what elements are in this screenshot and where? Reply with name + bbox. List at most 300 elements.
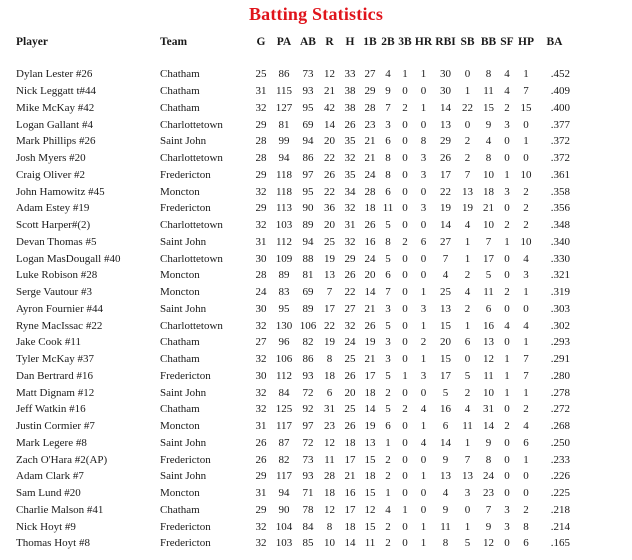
cell-3b: 1	[402, 68, 408, 81]
cell-bb: 11	[483, 85, 494, 98]
cell-sb: 4	[464, 403, 471, 416]
cell-player: Ryne MacIssac #22	[16, 319, 103, 332]
cell-bb: 7	[485, 235, 492, 248]
cell-sf: 0	[504, 336, 510, 349]
cell-pa: 94	[278, 487, 290, 500]
table-row	[0, 435, 572, 452]
cell-1b: 18	[364, 386, 376, 399]
cell-1b: 19	[364, 336, 376, 349]
cell-1b: 16	[364, 235, 376, 248]
cell-g: 28	[255, 269, 267, 282]
cell-1b: 26	[364, 319, 376, 332]
cell-team: Chatham	[160, 101, 200, 114]
cell-team: Chatham	[160, 85, 200, 98]
cell-g: 30	[255, 369, 267, 382]
cell-ba: .225	[550, 487, 570, 500]
cell-pa: 82	[278, 453, 290, 466]
cell-pa: 81	[278, 118, 290, 131]
cell-h: 32	[344, 319, 356, 332]
cell-h: 31	[344, 219, 356, 232]
cell-sb: 13	[462, 470, 473, 483]
cell-bb: 5	[485, 269, 492, 282]
cell-sf: 4	[504, 68, 510, 81]
cell-ab: 69	[302, 118, 314, 131]
cell-h: 20	[344, 386, 356, 399]
cell-bb: 16	[483, 319, 494, 332]
cell-sb: 11	[462, 420, 473, 433]
cell-g: 32	[255, 219, 267, 232]
cell-3b: 0	[402, 353, 408, 366]
cell-2b: 6	[385, 420, 391, 433]
cell-player: Logan MasDougall #40	[16, 252, 121, 265]
cell-pa: 112	[275, 235, 293, 248]
cell-hp: 10	[520, 168, 532, 181]
cell-hp: 0	[523, 302, 529, 315]
cell-bb: 4	[485, 135, 492, 148]
cell-pa: 127	[275, 101, 293, 114]
cell-rbi: 5	[442, 386, 449, 399]
cell-pa: 117	[275, 420, 293, 433]
cell-hp: 1	[523, 336, 529, 349]
cell-1b: 20	[364, 269, 376, 282]
table-row	[0, 401, 572, 418]
cell-ba: .272	[550, 403, 570, 416]
cell-3b: 0	[402, 168, 408, 181]
cell-g: 32	[255, 403, 267, 416]
cell-ba: .356	[550, 202, 570, 215]
cell-hp: 7	[523, 353, 529, 366]
cell-g: 32	[255, 353, 267, 366]
cell-r: 8	[326, 353, 333, 366]
table-row	[0, 183, 572, 200]
cell-team: Charlottetown	[160, 319, 223, 332]
header-row	[0, 33, 572, 51]
cell-2b: 2	[385, 537, 391, 550]
cell-ba: .372	[550, 135, 570, 148]
cell-player: Tyler McKay #37	[16, 353, 95, 366]
cell-pa: 95	[278, 302, 290, 315]
cell-rbi: 27	[440, 235, 451, 248]
cell-sb: 2	[464, 135, 471, 148]
cell-bb: 23	[483, 487, 494, 500]
cell-player: Scott Harper#(2)	[16, 219, 91, 232]
table-row	[0, 116, 572, 133]
cell-bb: 13	[483, 336, 494, 349]
cell-h: 26	[344, 369, 356, 382]
cell-bb: 18	[483, 185, 494, 198]
column-header-bb: BB	[480, 36, 497, 48]
cell-team: Moncton	[160, 420, 200, 433]
cell-sf: 0	[504, 152, 510, 165]
cell-sf: 0	[504, 470, 510, 483]
cell-sf: 0	[504, 135, 510, 148]
cell-player: Logan Gallant #4	[16, 118, 93, 131]
cell-3b: 0	[402, 269, 408, 282]
cell-hp: 2	[523, 185, 529, 198]
cell-g: 27	[255, 336, 267, 349]
cell-1b: 15	[364, 487, 376, 500]
cell-hr: 0	[420, 453, 427, 466]
cell-ab: 88	[302, 252, 314, 265]
cell-3b: 0	[402, 487, 408, 500]
cell-rbi: 13	[440, 302, 451, 315]
cell-1b: 21	[364, 135, 376, 148]
cell-ba: .302	[550, 319, 570, 332]
cell-h: 25	[344, 403, 356, 416]
cell-hr: 3	[420, 168, 427, 181]
cell-ab: 82	[302, 336, 314, 349]
cell-r: 17	[324, 302, 335, 315]
cell-bb: 8	[485, 152, 492, 165]
cell-team: Chatham	[160, 503, 200, 516]
cell-hp: 0	[523, 470, 529, 483]
cell-ab: 89	[302, 302, 314, 315]
cell-sf: 2	[504, 420, 510, 433]
cell-rbi: 17	[440, 369, 451, 382]
cell-r: 6	[326, 386, 333, 399]
cell-sf: 3	[504, 520, 510, 533]
cell-team: Charlottetown	[160, 252, 223, 265]
cell-1b: 21	[364, 152, 376, 165]
cell-ab: 85	[302, 537, 314, 550]
column-header-hp: HP	[518, 36, 534, 48]
table-row	[0, 351, 572, 368]
cell-rbi: 20	[440, 336, 451, 349]
cell-2b: 2	[385, 520, 391, 533]
table-row	[0, 250, 572, 267]
cell-r: 23	[324, 420, 335, 433]
cell-hp: 1	[523, 453, 529, 466]
cell-r: 18	[324, 369, 335, 382]
cell-3b: 0	[402, 252, 408, 265]
cell-player: Sam Lund #20	[16, 487, 81, 500]
cell-player: Josh Myers #20	[16, 152, 86, 165]
cell-hr: 8	[420, 135, 427, 148]
cell-h: 34	[344, 185, 356, 198]
cell-hr: 4	[420, 436, 427, 449]
cell-3b: 0	[402, 436, 408, 449]
cell-h: 27	[344, 302, 356, 315]
cell-team: Fredericton	[160, 369, 211, 382]
cell-2b: 2	[385, 470, 391, 483]
cell-r: 22	[324, 185, 335, 198]
cell-3b: 2	[402, 235, 408, 248]
cell-player: Adam Estey #19	[16, 202, 90, 215]
cell-hr: 1	[420, 286, 427, 299]
cell-ab: 86	[302, 353, 314, 366]
cell-player: Devan Thomas #5	[16, 235, 97, 248]
cell-ba: .278	[550, 386, 570, 399]
cell-player: John Hamowitz #45	[16, 185, 105, 198]
cell-h: 35	[344, 135, 356, 148]
cell-r: 26	[324, 168, 335, 181]
cell-sb: 4	[464, 219, 471, 232]
cell-hr: 1	[420, 520, 427, 533]
cell-hp: 0	[523, 487, 529, 500]
cell-ba: .361	[550, 168, 570, 181]
cell-1b: 15	[364, 453, 376, 466]
cell-pa: 99	[278, 135, 290, 148]
cell-team: Moncton	[160, 487, 200, 500]
cell-r: 14	[324, 118, 335, 131]
cell-team: Moncton	[160, 269, 200, 282]
cell-r: 36	[324, 202, 335, 215]
cell-1b: 15	[364, 520, 376, 533]
cell-hr: 1	[420, 353, 427, 366]
cell-3b: 0	[402, 118, 408, 131]
cell-sb: 3	[464, 487, 471, 500]
cell-hp: 1	[523, 68, 529, 81]
cell-bb: 8	[485, 453, 492, 466]
table-row	[0, 100, 572, 117]
cell-sf: 1	[504, 386, 510, 399]
cell-2b: 8	[385, 235, 391, 248]
cell-sf: 0	[504, 453, 510, 466]
cell-team: Fredericton	[160, 537, 211, 550]
cell-ba: .330	[550, 252, 570, 265]
cell-sb: 1	[464, 520, 471, 533]
cell-ab: 93	[302, 369, 314, 382]
cell-h: 17	[344, 503, 356, 516]
cell-ab: 94	[302, 235, 314, 248]
table-row	[0, 234, 572, 251]
cell-r: 31	[324, 403, 335, 416]
cell-sf: 1	[504, 369, 510, 382]
cell-g: 31	[255, 420, 267, 433]
cell-g: 29	[255, 470, 267, 483]
cell-sf: 3	[504, 503, 510, 516]
cell-hp: 15	[520, 101, 532, 114]
cell-bb: 24	[483, 470, 494, 483]
cell-player: Mark Phillips #26	[16, 135, 96, 148]
cell-hp: 6	[523, 436, 529, 449]
cell-3b: 0	[402, 319, 408, 332]
cell-hr: 1	[420, 470, 427, 483]
cell-player: Zach O'Hara #2(AP)	[16, 453, 108, 466]
cell-hr: 2	[420, 336, 427, 349]
cell-ab: 93	[302, 470, 314, 483]
cell-hr: 0	[420, 269, 427, 282]
cell-sb: 0	[464, 118, 471, 131]
cell-ba: .233	[550, 453, 570, 466]
cell-player: Nick Leggatt t#44	[16, 85, 97, 98]
batting-stats-table	[0, 33, 572, 552]
cell-team: Saint John	[160, 302, 207, 315]
cell-bb: 15	[483, 101, 494, 114]
cell-h: 18	[344, 520, 356, 533]
cell-sf: 2	[504, 286, 510, 299]
cell-1b: 28	[364, 185, 376, 198]
cell-ab: 73	[302, 68, 314, 81]
cell-ab: 71	[302, 487, 314, 500]
cell-player: Nick Hoyt #9	[16, 520, 76, 533]
cell-h: 26	[344, 118, 356, 131]
table-row	[0, 83, 572, 100]
cell-rbi: 30	[440, 68, 451, 81]
cell-1b: 18	[364, 470, 376, 483]
cell-sb: 2	[464, 269, 471, 282]
cell-sf: 2	[504, 101, 510, 114]
cell-ba: .218	[550, 503, 570, 516]
table-row	[0, 150, 572, 167]
column-header-r: R	[325, 36, 334, 48]
cell-pa: 117	[275, 470, 293, 483]
cell-g: 28	[255, 135, 267, 148]
cell-r: 19	[324, 252, 335, 265]
cell-r: 42	[324, 101, 335, 114]
cell-3b: 0	[402, 470, 408, 483]
cell-ab: 92	[302, 403, 314, 416]
cell-3b: 0	[402, 85, 408, 98]
cell-2b: 6	[385, 135, 391, 148]
cell-ab: 93	[302, 85, 314, 98]
cell-sf: 0	[504, 252, 510, 265]
cell-ba: .293	[550, 336, 570, 349]
cell-3b: 1	[402, 503, 408, 516]
cell-sb: 22	[462, 101, 473, 114]
cell-sf: 0	[504, 202, 510, 215]
cell-h: 21	[344, 470, 356, 483]
column-header-1b: 1B	[363, 36, 377, 48]
cell-team: Moncton	[160, 185, 200, 198]
cell-2b: 8	[385, 168, 391, 181]
cell-player: Adam Clark #7	[16, 470, 84, 483]
cell-ba: .250	[550, 436, 570, 449]
cell-hp: 0	[523, 118, 529, 131]
cell-bb: 10	[483, 168, 494, 181]
cell-sf: 0	[504, 436, 510, 449]
cell-bb: 9	[485, 436, 492, 449]
cell-h: 14	[344, 537, 356, 550]
cell-h: 16	[344, 487, 356, 500]
cell-r: 12	[324, 436, 335, 449]
cell-sb: 0	[464, 68, 471, 81]
cell-3b: 0	[402, 386, 408, 399]
column-header-pa: PA	[276, 36, 292, 48]
cell-h: 32	[344, 202, 356, 215]
cell-r: 8	[326, 520, 333, 533]
cell-team: Moncton	[160, 286, 200, 299]
table-row	[0, 267, 572, 284]
cell-r: 20	[324, 135, 335, 148]
cell-ba: .372	[550, 152, 570, 165]
cell-sb: 0	[464, 353, 471, 366]
cell-ab: 90	[302, 202, 314, 215]
cell-ab: 73	[302, 453, 314, 466]
table-row	[0, 334, 572, 351]
cell-3b: 0	[402, 202, 408, 215]
table-row	[0, 535, 572, 552]
cell-2b: 6	[385, 185, 391, 198]
cell-ba: .409	[550, 85, 570, 98]
cell-team: Fredericton	[160, 520, 211, 533]
table-row	[0, 384, 572, 401]
cell-g: 29	[255, 118, 267, 131]
cell-r: 20	[324, 219, 335, 232]
cell-r: 19	[324, 336, 335, 349]
cell-hp: 10	[520, 235, 532, 248]
cell-g: 25	[255, 68, 267, 81]
cell-pa: 109	[275, 252, 293, 265]
cell-g: 29	[255, 168, 267, 181]
cell-rbi: 30	[440, 85, 451, 98]
cell-g: 30	[255, 252, 267, 265]
cell-h: 26	[344, 269, 356, 282]
cell-bb: 6	[485, 302, 492, 315]
cell-ba: .377	[550, 118, 570, 131]
table-row	[0, 468, 572, 485]
cell-pa: 89	[278, 269, 290, 282]
cell-rbi: 26	[440, 152, 451, 165]
cell-player: Mike McKay #42	[16, 101, 95, 114]
cell-rbi: 8	[442, 537, 449, 550]
cell-player: Dan Bertrard #16	[16, 369, 93, 382]
cell-bb: 11	[483, 369, 494, 382]
cell-g: 26	[255, 436, 267, 449]
cell-2b: 5	[385, 403, 391, 416]
cell-ab: 97	[302, 420, 314, 433]
cell-hp: 7	[523, 85, 529, 98]
cell-pa: 115	[275, 85, 293, 98]
cell-sb: 6	[464, 336, 471, 349]
cell-sf: 1	[504, 168, 510, 181]
cell-sb: 2	[464, 302, 471, 315]
table-row	[0, 485, 572, 502]
cell-1b: 14	[364, 403, 376, 416]
cell-rbi: 13	[440, 118, 451, 131]
cell-ba: .340	[550, 235, 570, 248]
cell-bb: 8	[485, 68, 492, 81]
cell-g: 29	[255, 202, 267, 215]
cell-hp: 1	[523, 286, 529, 299]
cell-sf: 0	[504, 403, 510, 416]
cell-hp: 8	[523, 520, 529, 533]
cell-team: Saint John	[160, 470, 207, 483]
cell-rbi: 4	[442, 269, 449, 282]
cell-sb: 5	[464, 537, 471, 550]
cell-r: 12	[324, 68, 335, 81]
column-header-rbi: RBI	[435, 36, 456, 48]
cell-sb: 0	[464, 503, 471, 516]
cell-bb: 11	[483, 286, 494, 299]
cell-rbi: 14	[440, 219, 451, 232]
cell-1b: 11	[364, 537, 376, 550]
cell-bb: 9	[485, 118, 492, 131]
cell-team: Chatham	[160, 68, 200, 81]
table-row	[0, 502, 572, 519]
cell-h: 26	[344, 420, 356, 433]
cell-player: Serge Vautour #3	[16, 286, 92, 299]
cell-r: 11	[324, 453, 335, 466]
cell-1b: 27	[364, 68, 376, 81]
cell-2b: 3	[385, 302, 391, 315]
cell-sb: 1	[464, 319, 471, 332]
cell-team: Charlottetown	[160, 152, 223, 165]
table-row	[0, 368, 572, 385]
cell-sf: 0	[504, 302, 510, 315]
cell-hr: 1	[420, 68, 427, 81]
cell-rbi: 9	[442, 503, 449, 516]
cell-sf: 1	[504, 235, 510, 248]
cell-player: Justin Cormier #7	[16, 420, 95, 433]
cell-bb: 12	[483, 353, 494, 366]
cell-team: Chatham	[160, 403, 200, 416]
cell-h: 35	[344, 168, 356, 181]
cell-team: Fredericton	[160, 168, 211, 181]
cell-r: 10	[324, 537, 335, 550]
cell-2b: 9	[385, 85, 391, 98]
cell-ab: 95	[302, 101, 314, 114]
